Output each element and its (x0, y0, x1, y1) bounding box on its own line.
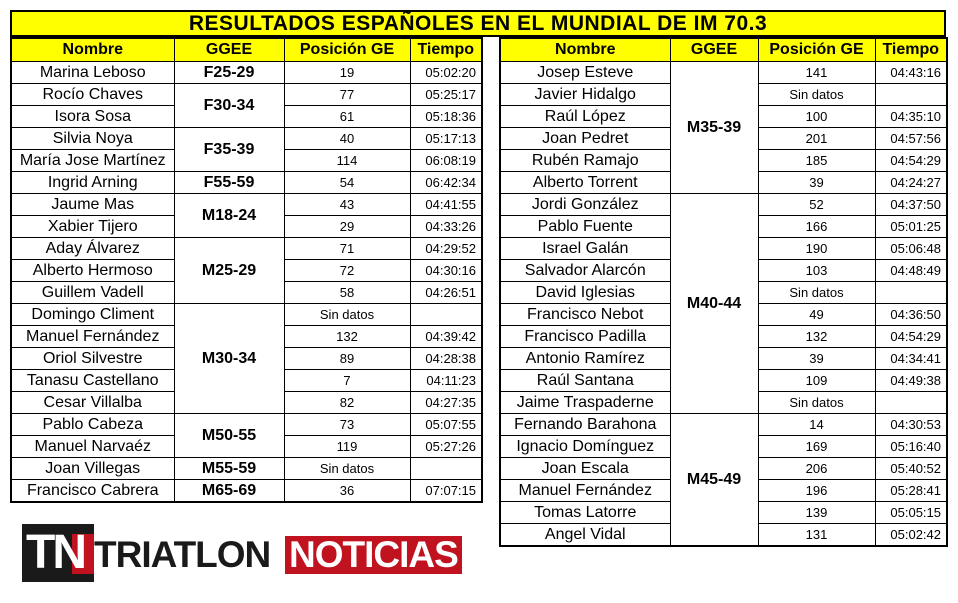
age-group-position: Sin datos (758, 84, 875, 106)
athlete-name: Silvia Noya (11, 128, 174, 150)
athlete-name: Antonio Ramírez (500, 348, 670, 370)
athlete-name: Israel Galán (500, 238, 670, 260)
age-group-position: 71 (284, 238, 410, 260)
header-position: Posición GE (758, 38, 875, 62)
age-group-position: Sin datos (284, 304, 410, 326)
age-group-position: 201 (758, 128, 875, 150)
table-row (500, 414, 947, 436)
age-group-position: 132 (284, 326, 410, 348)
age-group-position: 49 (758, 304, 875, 326)
results-table-right (499, 37, 948, 547)
age-group-position: 14 (758, 414, 875, 436)
header-group: GGEE (670, 38, 758, 62)
athlete-name: Rubén Ramajo (500, 150, 670, 172)
finish-time: 05:05:15 (875, 502, 947, 524)
finish-time: 07:07:15 (410, 480, 482, 503)
age-group: M30-34 (174, 304, 284, 414)
age-group-position: 109 (758, 370, 875, 392)
age-group-position: 190 (758, 238, 875, 260)
age-group-position: Sin datos (284, 458, 410, 480)
athlete-name: Josep Esteve (500, 62, 670, 84)
finish-time: 05:28:41 (875, 480, 947, 502)
table-row (11, 62, 482, 84)
header-time: Tiempo (875, 38, 947, 62)
athlete-name: Ignacio Domínguez (500, 436, 670, 458)
table-row (11, 304, 482, 326)
finish-time: 05:17:13 (410, 128, 482, 150)
finish-time: 04:11:23 (410, 370, 482, 392)
age-group: M25-29 (174, 238, 284, 304)
age-group-position: 185 (758, 150, 875, 172)
age-group: M40-44 (670, 194, 758, 414)
athlete-name: Alberto Torrent (500, 172, 670, 194)
age-group-position: 73 (284, 414, 410, 436)
finish-time: 05:25:17 (410, 84, 482, 106)
athlete-name: Domingo Climent (11, 304, 174, 326)
finish-time: 04:54:29 (875, 326, 947, 348)
age-group: M50-55 (174, 414, 284, 458)
athlete-name: Isora Sosa (11, 106, 174, 128)
age-group: F30-34 (174, 84, 284, 128)
age-group-position: 77 (284, 84, 410, 106)
finish-time: 04:37:50 (875, 194, 947, 216)
header-position: Posición GE (284, 38, 410, 62)
finish-time (875, 392, 947, 414)
athlete-name: Xabier Tijero (11, 216, 174, 238)
header-group: GGEE (174, 38, 284, 62)
athlete-name: Manuel Fernández (11, 326, 174, 348)
athlete-name: Aday Álvarez (11, 238, 174, 260)
finish-time: 05:07:55 (410, 414, 482, 436)
age-group-position: 131 (758, 524, 875, 547)
finish-time: 04:29:52 (410, 238, 482, 260)
athlete-name: Tanasu Castellano (11, 370, 174, 392)
finish-time: 05:06:48 (875, 238, 947, 260)
age-group-position: 132 (758, 326, 875, 348)
age-group-position: Sin datos (758, 392, 875, 414)
age-group-position: 100 (758, 106, 875, 128)
age-group-position: 206 (758, 458, 875, 480)
athlete-name: Jaume Mas (11, 194, 174, 216)
header-time: Tiempo (410, 38, 482, 62)
table-row (11, 238, 482, 260)
athlete-name: María Jose Martínez (11, 150, 174, 172)
age-group: F35-39 (174, 128, 284, 172)
athlete-name: Javier Hidalgo (500, 84, 670, 106)
age-group-position: 19 (284, 62, 410, 84)
table-row (11, 414, 482, 436)
age-group: F55-59 (174, 172, 284, 194)
athlete-name: Joan Escala (500, 458, 670, 480)
age-group: M35-39 (670, 62, 758, 194)
athlete-name: Salvador Alarcón (500, 260, 670, 282)
finish-time (875, 282, 947, 304)
header-name: Nombre (11, 38, 174, 62)
finish-time: 05:40:52 (875, 458, 947, 480)
finish-time: 04:30:53 (875, 414, 947, 436)
finish-time: 04:26:51 (410, 282, 482, 304)
table-row (11, 84, 482, 106)
finish-time (875, 84, 947, 106)
age-group-position: 40 (284, 128, 410, 150)
results-table-left (10, 37, 483, 503)
age-group-position: 58 (284, 282, 410, 304)
athlete-name: Pablo Fuente (500, 216, 670, 238)
age-group-position: 72 (284, 260, 410, 282)
age-group-position: 7 (284, 370, 410, 392)
finish-time: 04:36:50 (875, 304, 947, 326)
age-group-position: 139 (758, 502, 875, 524)
table-row (11, 458, 482, 480)
athlete-name: Jaime Traspaderne (500, 392, 670, 414)
age-group-position: Sin datos (758, 282, 875, 304)
logo-text-triatlon: TRIATLON (94, 534, 271, 575)
athlete-name: Tomas Latorre (500, 502, 670, 524)
table-row (11, 480, 482, 503)
athlete-name: Francisco Padilla (500, 326, 670, 348)
age-group-position: 82 (284, 392, 410, 414)
athlete-name: Oriol Silvestre (11, 348, 174, 370)
finish-time: 04:54:29 (875, 150, 947, 172)
athlete-name: Joan Villegas (11, 458, 174, 480)
table-row (11, 172, 482, 194)
age-group-position: 39 (758, 172, 875, 194)
athlete-name: Manuel Narvaéz (11, 436, 174, 458)
athlete-name: Raúl López (500, 106, 670, 128)
age-group-position: 54 (284, 172, 410, 194)
age-group: M18-24 (174, 194, 284, 238)
athlete-name: David Iglesias (500, 282, 670, 304)
athlete-name: Ingrid Arning (11, 172, 174, 194)
athlete-name: Jordi González (500, 194, 670, 216)
finish-time: 04:49:38 (875, 370, 947, 392)
age-group: M65-69 (174, 480, 284, 503)
finish-time: 04:27:35 (410, 392, 482, 414)
finish-time: 04:24:27 (875, 172, 947, 194)
finish-time: 04:57:56 (875, 128, 947, 150)
finish-time (410, 458, 482, 480)
athlete-name: Cesar Villalba (11, 392, 174, 414)
table-row (11, 128, 482, 150)
age-group: M45-49 (670, 414, 758, 547)
age-group-position: 114 (284, 150, 410, 172)
age-group-position: 29 (284, 216, 410, 238)
age-group: M55-59 (174, 458, 284, 480)
finish-time: 05:27:26 (410, 436, 482, 458)
finish-time: 04:41:55 (410, 194, 482, 216)
table-row (500, 62, 947, 84)
header-row (11, 38, 482, 62)
age-group-position: 43 (284, 194, 410, 216)
age-group-position: 169 (758, 436, 875, 458)
age-group-position: 61 (284, 106, 410, 128)
age-group-position: 141 (758, 62, 875, 84)
age-group-position: 166 (758, 216, 875, 238)
finish-time: 04:35:10 (875, 106, 947, 128)
header-row (500, 38, 947, 62)
finish-time: 04:34:41 (875, 348, 947, 370)
finish-time: 04:30:16 (410, 260, 482, 282)
age-group-position: 89 (284, 348, 410, 370)
finish-time: 05:02:20 (410, 62, 482, 84)
age-group-position: 52 (758, 194, 875, 216)
athlete-name: Joan Pedret (500, 128, 670, 150)
athlete-name: Fernando Barahona (500, 414, 670, 436)
finish-time: 06:08:19 (410, 150, 482, 172)
athlete-name: Marina Leboso (11, 62, 174, 84)
finish-time: 04:48:49 (875, 260, 947, 282)
finish-time: 04:43:16 (875, 62, 947, 84)
athlete-name: Francisco Cabrera (11, 480, 174, 503)
age-group: F25-29 (174, 62, 284, 84)
age-group-position: 196 (758, 480, 875, 502)
age-group-position: 119 (284, 436, 410, 458)
finish-time: 04:33:26 (410, 216, 482, 238)
finish-time: 05:01:25 (875, 216, 947, 238)
athlete-name: Rocío Chaves (11, 84, 174, 106)
finish-time: 06:42:34 (410, 172, 482, 194)
athlete-name: Guillem Vadell (11, 282, 174, 304)
athlete-name: Raúl Santana (500, 370, 670, 392)
finish-time: 05:18:36 (410, 106, 482, 128)
finish-time: 05:02:42 (875, 524, 947, 547)
athlete-name: Pablo Cabeza (11, 414, 174, 436)
header-name: Nombre (500, 38, 670, 62)
finish-time (410, 304, 482, 326)
athlete-name: Angel Vidal (500, 524, 670, 547)
logo-text-noticias: NOTICIAS (285, 536, 462, 574)
table-row (500, 194, 947, 216)
table-row (11, 194, 482, 216)
finish-time: 04:28:38 (410, 348, 482, 370)
page-title: RESULTADOS ESPAÑOLES EN EL MUNDIAL DE IM 70.3 (10, 10, 946, 37)
athlete-name: Francisco Nebot (500, 304, 670, 326)
age-group-position: 39 (758, 348, 875, 370)
finish-time: 04:39:42 (410, 326, 482, 348)
finish-time: 05:16:40 (875, 436, 947, 458)
athlete-name: Alberto Hermoso (11, 260, 174, 282)
age-group-position: 103 (758, 260, 875, 282)
athlete-name: Manuel Fernández (500, 480, 670, 502)
age-group-position: 36 (284, 480, 410, 503)
tn-logo-mark: TN (22, 524, 94, 582)
